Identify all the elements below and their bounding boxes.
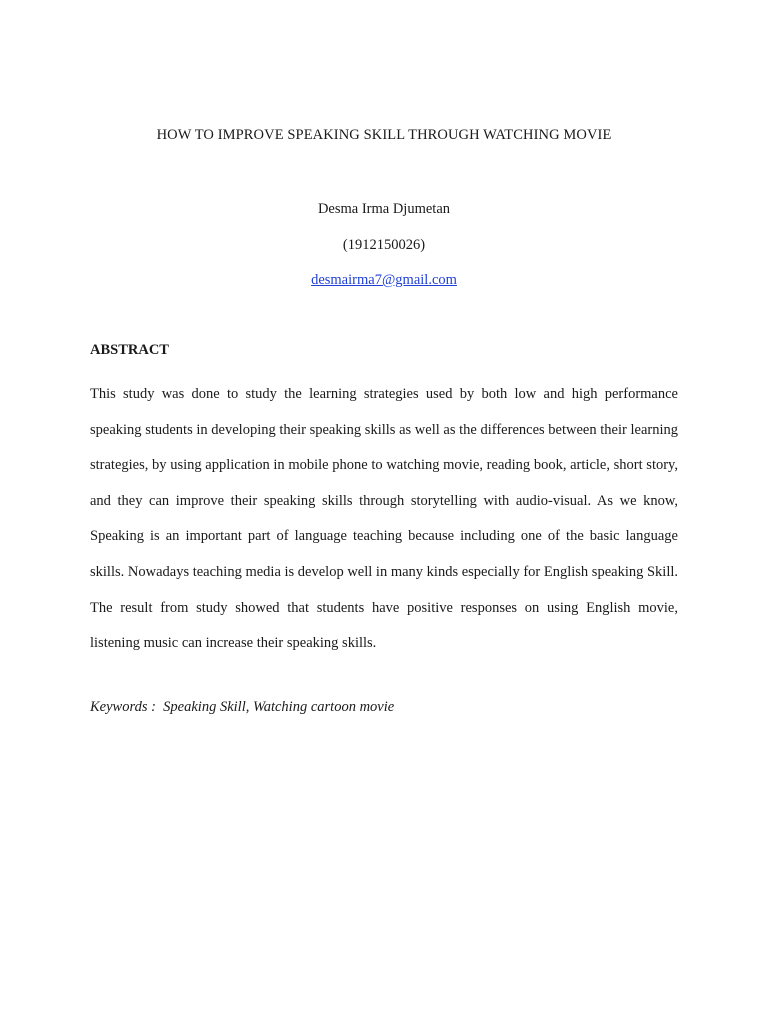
abstract-text: This study was done to study the learning strategies used by both low and high performance speaking students in developing their speaking skills as well as the differences between their learning strategies, by using application in mobile phone to watching movie, reading book, article, short story, and they can improve their speaking skills through storytelling with audio-visual. As we know, Speaking is an important part of language teaching because including one of the basic language skills. Nowadays teaching media is develop well in many kinds especially for English speaking Skill. The result from study showed that students have positive responses on using English movie, listening music can increase their speaking skills. (90, 386, 678, 652)
keywords-line (90, 699, 394, 716)
abstract-heading: ABSTRACT (90, 342, 169, 358)
author-email-link[interactable]: desmairma7@gmail.com (311, 272, 457, 288)
author-block (0, 200, 768, 307)
keywords-value: Speaking Skill, Watching cartoon movie (163, 699, 395, 715)
student-id: (1912150026) (342, 236, 426, 253)
keywords-label: Keywords : (90, 699, 156, 715)
author-name: Desma Irma Djumetan (317, 201, 451, 217)
paper-title: HOW TO IMPROVE SPEAKING SKILL THROUGH WATCHING MOVIE (156, 127, 612, 143)
